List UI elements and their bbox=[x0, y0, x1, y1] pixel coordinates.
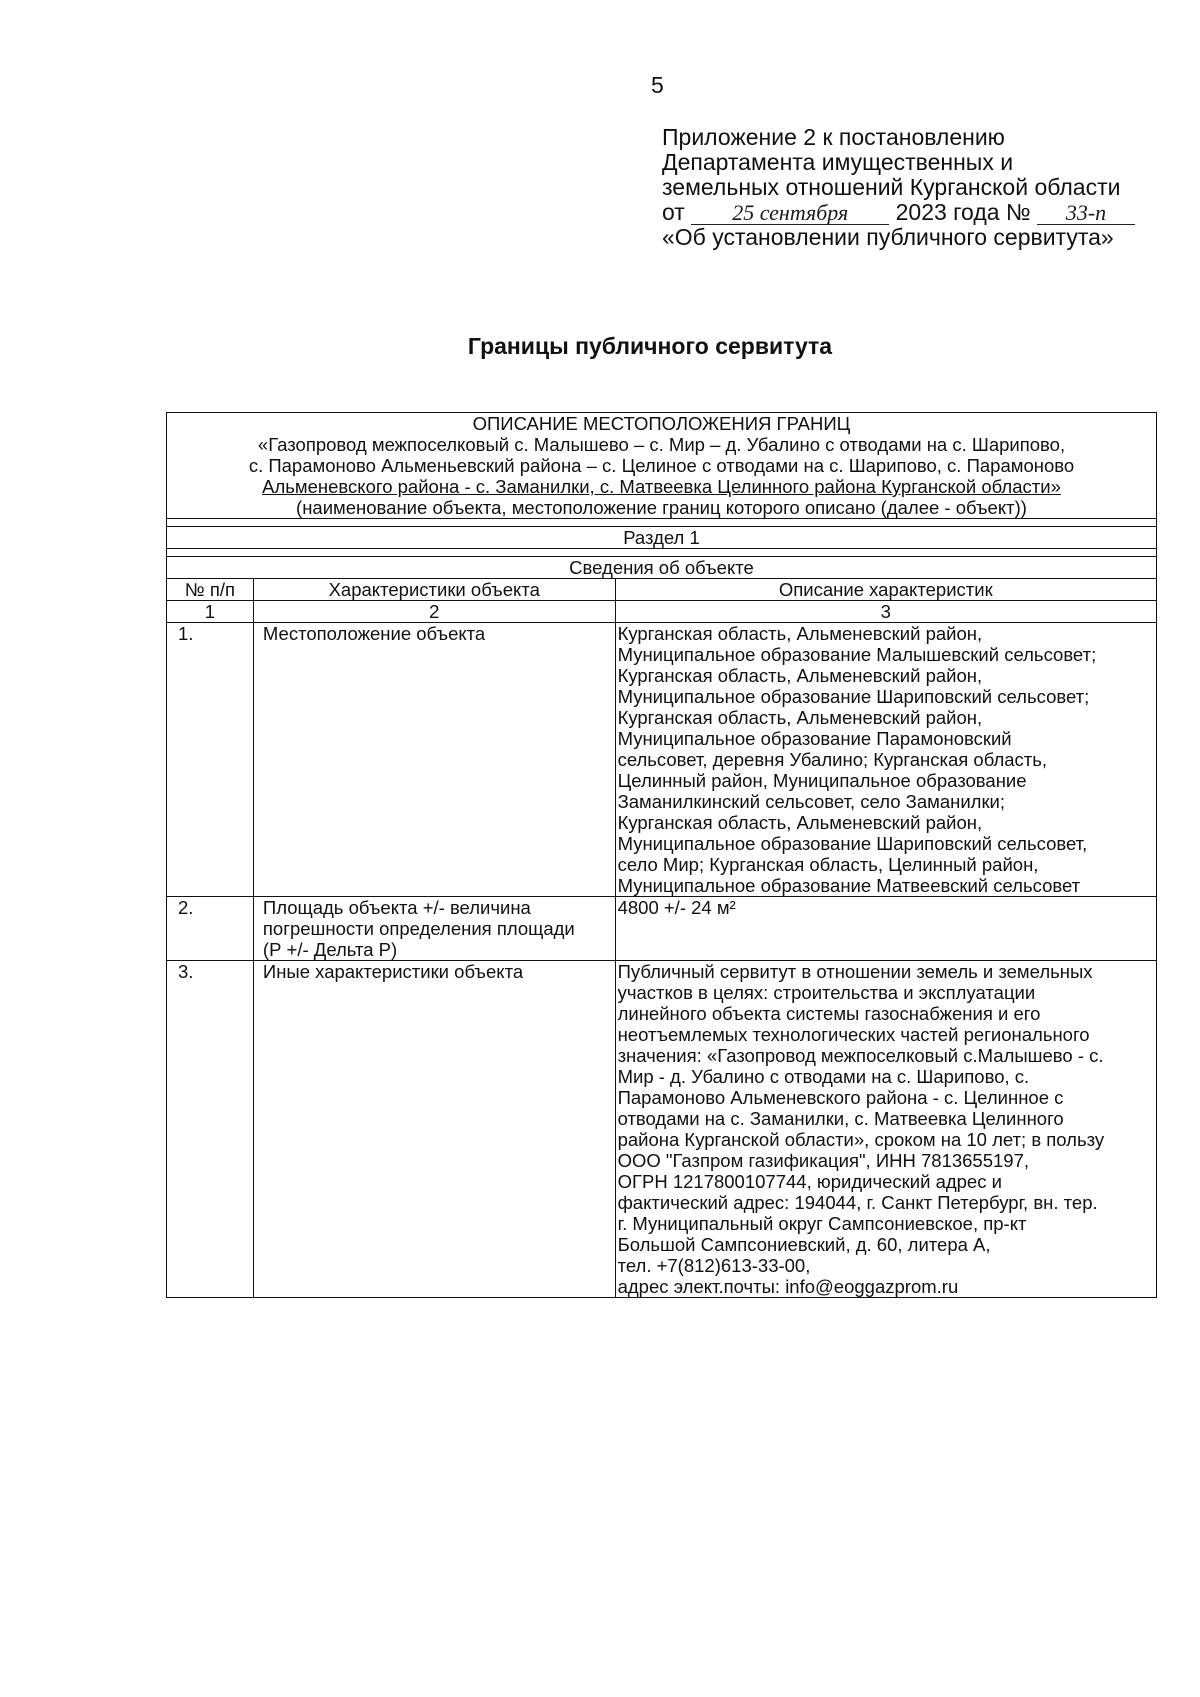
handwritten-number: 33-п bbox=[1037, 202, 1135, 225]
description-line: Курганская область, Альменевский район, bbox=[617, 707, 983, 728]
description-line: ООО "Газпром газификация", ИНН 7813655197, bbox=[617, 1150, 1030, 1171]
description-line: Курганская область, Альменевский район, bbox=[617, 623, 983, 644]
subsection-row bbox=[167, 557, 1157, 579]
description-line: сельсовет, деревня Убалино; Курганская область, bbox=[617, 749, 1048, 770]
description-line: отводами на с. Заманилки, с. Матвеевка Целинного bbox=[617, 1108, 1064, 1129]
description-line: Курганская область, Альменевский район, bbox=[617, 665, 983, 686]
spacer-cell bbox=[167, 519, 1157, 527]
annex-line: земельных отношений Курганской области bbox=[662, 174, 1121, 200]
row-characteristic bbox=[253, 961, 615, 1298]
description-line: Заманилкинский сельсовет, село Заманилки; bbox=[617, 791, 1006, 812]
description-line: ОГРН 1217800107744, юридический адрес и bbox=[617, 1171, 1002, 1192]
description-line: Муниципальное образование Шариповский сельсовет; bbox=[617, 686, 1090, 707]
description-line: Курганская область, Альменевский район, bbox=[617, 812, 983, 833]
header-line: «Газопровод межпоселковый с. Малышево – с. Мир – д. Убалино с отводами на с. Шарипово, bbox=[257, 434, 1066, 455]
spacer-cell bbox=[167, 549, 1157, 557]
easement-table bbox=[166, 412, 1157, 1298]
spacer-row bbox=[167, 549, 1157, 557]
column-header: № п/п bbox=[167, 579, 254, 601]
characteristic-line: Местоположение объекта bbox=[262, 623, 486, 644]
description-line: значения: «Газопровод межпоселковый с.Малышево - с. bbox=[617, 1045, 1104, 1066]
characteristic-line: погрешности определения площади bbox=[262, 918, 575, 939]
row-description bbox=[615, 961, 1156, 1298]
subsection-label: Сведения об объекте bbox=[167, 557, 1157, 579]
description-line: село Мир; Курганская область, Целинный район, bbox=[617, 854, 1039, 875]
description-line: Большой Сампсониевский, д. 60, литера А, bbox=[617, 1234, 991, 1255]
header-line: с. Парамоново Альменьевский района – с. Целиное с отводами на с. Шарипово, с. Парамоново bbox=[248, 455, 1075, 476]
column-header-row bbox=[167, 579, 1157, 601]
annex-line: Департамента имущественных и bbox=[662, 149, 1014, 175]
annex-from-label: от bbox=[662, 199, 685, 225]
description-line: Публичный сервитут в отношении земель и земельных bbox=[617, 961, 1093, 982]
document-title: Границы публичного сервитута bbox=[467, 333, 833, 359]
row-characteristic bbox=[253, 623, 615, 897]
description-line: Муниципальное образование Матвеевский сельсовет bbox=[617, 875, 1081, 896]
characteristic-line: Площадь объекта +/- величина bbox=[262, 897, 531, 918]
column-number: 3 bbox=[615, 601, 1156, 623]
annex-line: «Об установлении публичного сервитута» bbox=[662, 224, 1114, 250]
row-characteristic bbox=[253, 897, 615, 961]
annex-year-label: 2023 года № bbox=[895, 199, 1031, 225]
table-row bbox=[167, 623, 1157, 897]
row-number: 2. bbox=[167, 897, 254, 961]
header-line: ОПИСАНИЕ МЕСТОПОЛОЖЕНИЯ ГРАНИЦ bbox=[472, 413, 851, 434]
description-line: Муниципальное образование Малышевский сельсовет; bbox=[617, 644, 1097, 665]
column-number-row bbox=[167, 601, 1157, 623]
description-line: Мир - д. Убалино с отводами на с. Шарипово, с. bbox=[617, 1066, 1030, 1087]
description-line: Муниципальное образование Парамоновский bbox=[617, 728, 1012, 749]
description-line: Муниципальное образование Шариповский сельсовет, bbox=[617, 833, 1088, 854]
table-header-cell bbox=[167, 413, 1157, 519]
description-line: фактический адрес: 194044, г. Санкт Петербург, вн. тер. bbox=[617, 1192, 1098, 1213]
description-line: Парамоново Альменевского района - с. Целинное с bbox=[617, 1087, 1064, 1108]
section-label: Раздел 1 bbox=[167, 527, 1157, 549]
spacer-row bbox=[167, 519, 1157, 527]
handwritten-date: 25 сентября bbox=[691, 202, 889, 225]
row-description bbox=[615, 897, 1156, 961]
description-line: 4800 +/- 24 м² bbox=[617, 897, 736, 918]
section-row bbox=[167, 527, 1157, 549]
column-number: 1 bbox=[167, 601, 254, 623]
description-line: г. Муниципальный округ Сампсониевское, пр-кт bbox=[617, 1213, 1027, 1234]
characteristic-line: (Р +/- Дельта Р) bbox=[262, 939, 398, 960]
header-caption: (наименование объекта, местоположение границ которого описано (далее - объект)) bbox=[296, 497, 1027, 518]
characteristic-line: Иные характеристики объекта bbox=[262, 961, 524, 982]
column-header: Характеристики объекта bbox=[253, 579, 615, 601]
table-row bbox=[167, 961, 1157, 1298]
description-line: тел. +7(812)613-33-00, bbox=[617, 1255, 811, 1276]
table-row bbox=[167, 897, 1157, 961]
annex-line: Приложение 2 к постановлению bbox=[662, 124, 1005, 150]
column-number: 2 bbox=[253, 601, 615, 623]
row-number: 3. bbox=[167, 961, 254, 1298]
description-line: участков в целях: строительства и эксплуатации bbox=[617, 982, 1036, 1003]
description-line: неотъемлемых технологических частей регионального bbox=[617, 1024, 1090, 1045]
description-line: Целинный район, Муниципальное образование bbox=[617, 770, 1027, 791]
row-number: 1. bbox=[167, 623, 254, 897]
table-header-row bbox=[167, 413, 1157, 519]
column-header: Описание характеристик bbox=[615, 579, 1156, 601]
row-description bbox=[615, 623, 1156, 897]
description-line: района Курганской области», сроком на 10 лет; в пользу bbox=[617, 1129, 1105, 1150]
page-number: 5 bbox=[651, 72, 664, 98]
annex-date-line bbox=[662, 200, 1182, 225]
header-line: Альменевского района - с. Заманилки, с. Матвеевка Целинного района Курганской области» bbox=[262, 476, 1061, 497]
description-line: линейного объекта системы газоснабжения и его bbox=[617, 1003, 1041, 1024]
description-line: адрес элект.почты: info@eoggazprom.ru bbox=[617, 1276, 959, 1297]
annex-block bbox=[662, 125, 1182, 250]
